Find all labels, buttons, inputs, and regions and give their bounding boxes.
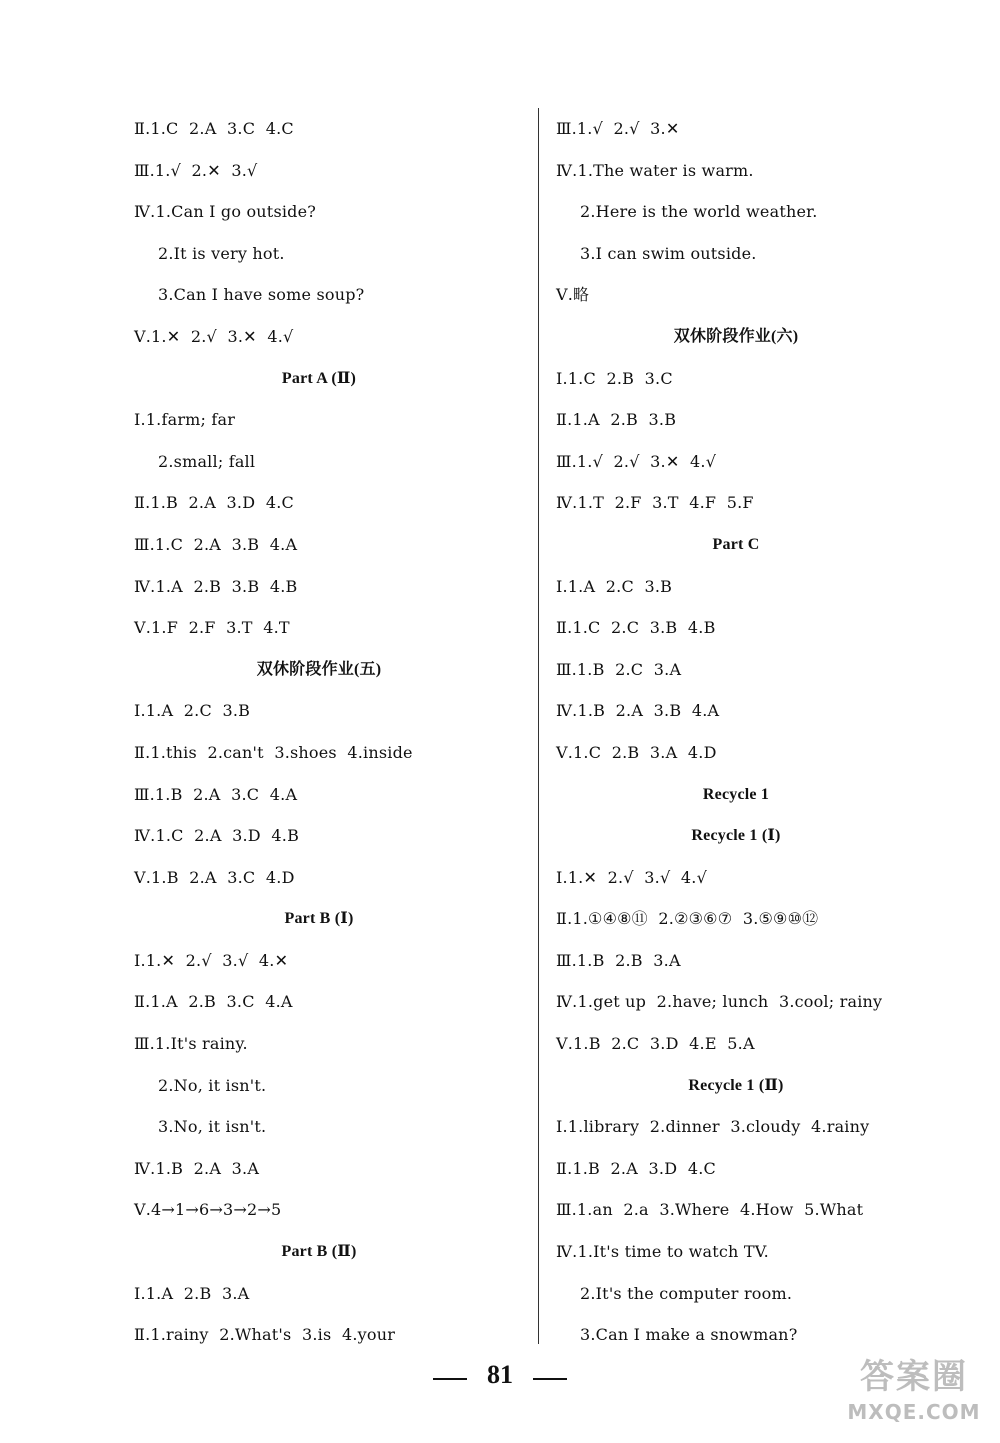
answer-line: Ⅱ.1.A 2.B 3.B bbox=[556, 410, 677, 430]
answer-line: 3.Can I have some soup? bbox=[158, 285, 365, 305]
column-divider bbox=[538, 108, 539, 1344]
answer-line: Ⅴ.4→1→6→3→2→5 bbox=[134, 1200, 282, 1220]
answer-line: Ⅳ.1.Can I go outside? bbox=[134, 202, 317, 222]
section-heading: 双休阶段作业(五) bbox=[256, 660, 382, 678]
answer-line: Ⅰ.1.A 2.B 3.A bbox=[134, 1283, 250, 1303]
answer-line: Ⅰ.1.C 2.B 3.C bbox=[556, 368, 673, 388]
section-heading: Part B (Ⅱ) bbox=[281, 1243, 357, 1261]
answer-line: Ⅴ.1.B 2.A 3.C 4.D bbox=[134, 867, 295, 887]
section-heading: 双休阶段作业(六) bbox=[673, 327, 799, 345]
answer-line: Ⅳ.1.T 2.F 3.T 4.F 5.F bbox=[556, 493, 754, 513]
footer-dash-right bbox=[533, 1378, 567, 1380]
section-heading: Part A (Ⅱ) bbox=[281, 369, 357, 387]
answer-line: Ⅳ.1.get up 2.have; lunch 3.cool; rainy bbox=[556, 992, 883, 1012]
answer-line: Ⅱ.1.①④⑧⑪ 2.②③⑥⑦ 3.⑤⑨⑩⑫ bbox=[556, 909, 819, 929]
footer-dash-left bbox=[433, 1378, 467, 1380]
answer-line: Ⅲ.1.B 2.C 3.A bbox=[556, 659, 682, 679]
answer-line: Ⅱ.1.A 2.B 3.C 4.A bbox=[134, 992, 293, 1012]
section-heading: Recycle 1 (Ⅱ) bbox=[688, 1076, 784, 1094]
answer-line: Ⅲ.1.√ 2.√ 3.✕ 4.√ bbox=[556, 451, 717, 471]
section-heading: Part C bbox=[712, 535, 760, 553]
answer-line: Ⅱ.1.this 2.can't 3.shoes 4.inside bbox=[134, 742, 413, 762]
section-heading: Recycle 1 bbox=[702, 785, 770, 803]
answer-line: 3.Can I make a snowman? bbox=[580, 1325, 798, 1345]
answer-line: Ⅰ.1.A 2.C 3.B bbox=[556, 576, 673, 596]
watermark-url: MXQE.COM bbox=[847, 1400, 981, 1424]
answer-line: Ⅳ.1.The water is warm. bbox=[556, 160, 754, 180]
answer-line: Ⅳ.1.A 2.B 3.B 4.B bbox=[134, 576, 298, 596]
answer-line: Ⅱ.1.C 2.A 3.C 4.C bbox=[134, 119, 294, 138]
answer-line: Ⅲ.1.B 2.B 3.A bbox=[556, 950, 681, 970]
answer-line: Ⅳ.1.B 2.A 3.B 4.A bbox=[556, 701, 720, 721]
answer-line: Ⅰ.1.library 2.dinner 3.cloudy 4.rainy bbox=[556, 1117, 870, 1137]
section-heading: Recycle 1 (Ⅰ) bbox=[691, 827, 781, 845]
watermark-logo bbox=[844, 1355, 984, 1435]
answer-line: 2.Here is the world weather. bbox=[580, 202, 818, 222]
answer-line: Ⅴ.1.F 2.F 3.T 4.T bbox=[134, 618, 290, 638]
answer-line: Ⅴ.略 bbox=[556, 285, 590, 305]
answer-line: 2.No, it isn't. bbox=[158, 1075, 267, 1095]
answer-line: 2.It is very hot. bbox=[158, 243, 285, 263]
answer-line: 2.small; fall bbox=[158, 451, 256, 471]
answer-line: Ⅱ.1.C 2.C 3.B 4.B bbox=[556, 618, 716, 638]
answer-column-right bbox=[556, 108, 916, 1356]
answer-line: Ⅳ.1.B 2.A 3.A bbox=[134, 1158, 260, 1178]
answer-line: Ⅴ.1.✕ 2.√ 3.✕ 4.√ bbox=[134, 326, 294, 346]
page-number: 81 bbox=[487, 1360, 513, 1389]
section-heading: Part B (Ⅰ) bbox=[284, 910, 354, 928]
answer-line: Ⅲ.1.It's rainy. bbox=[134, 1034, 248, 1054]
answer-line: Ⅱ.1.rainy 2.What's 3.is 4.your bbox=[134, 1325, 396, 1345]
answer-line: Ⅰ.1.✕ 2.√ 3.√ 4.√ bbox=[556, 867, 707, 887]
answer-line: 3.I can swim outside. bbox=[580, 243, 757, 263]
answer-line: Ⅳ.1.It's time to watch TV. bbox=[556, 1242, 769, 1262]
answer-line: Ⅰ.1.A 2.C 3.B bbox=[134, 701, 251, 721]
answer-line: Ⅰ.1.✕ 2.√ 3.√ 4.✕ bbox=[134, 950, 289, 970]
answer-line: Ⅳ.1.C 2.A 3.D 4.B bbox=[134, 826, 300, 846]
answer-column-left bbox=[134, 108, 514, 1356]
answer-line: Ⅲ.1.an 2.a 3.Where 4.How 5.What bbox=[556, 1200, 864, 1220]
answer-line: Ⅱ.1.B 2.A 3.D 4.C bbox=[556, 1158, 716, 1178]
answer-line: Ⅴ.1.C 2.B 3.A 4.D bbox=[556, 742, 717, 762]
answer-line: Ⅲ.1.C 2.A 3.B 4.A bbox=[134, 534, 298, 554]
answer-line: Ⅴ.1.B 2.C 3.D 4.E 5.A bbox=[556, 1034, 755, 1054]
answer-line: Ⅲ.1.√ 2.✕ 3.√ bbox=[134, 160, 258, 180]
watermark-text: 答案圈 bbox=[860, 1357, 968, 1397]
answer-line: Ⅱ.1.B 2.A 3.D 4.C bbox=[134, 493, 294, 513]
answer-line: Ⅲ.1.√ 2.√ 3.✕ bbox=[556, 119, 680, 138]
answer-line: 3.No, it isn't. bbox=[158, 1117, 267, 1137]
answer-line: Ⅰ.1.farm; far bbox=[134, 410, 236, 430]
answer-line: Ⅲ.1.B 2.A 3.C 4.A bbox=[134, 784, 298, 804]
answer-line: 2.It's the computer room. bbox=[580, 1283, 793, 1303]
